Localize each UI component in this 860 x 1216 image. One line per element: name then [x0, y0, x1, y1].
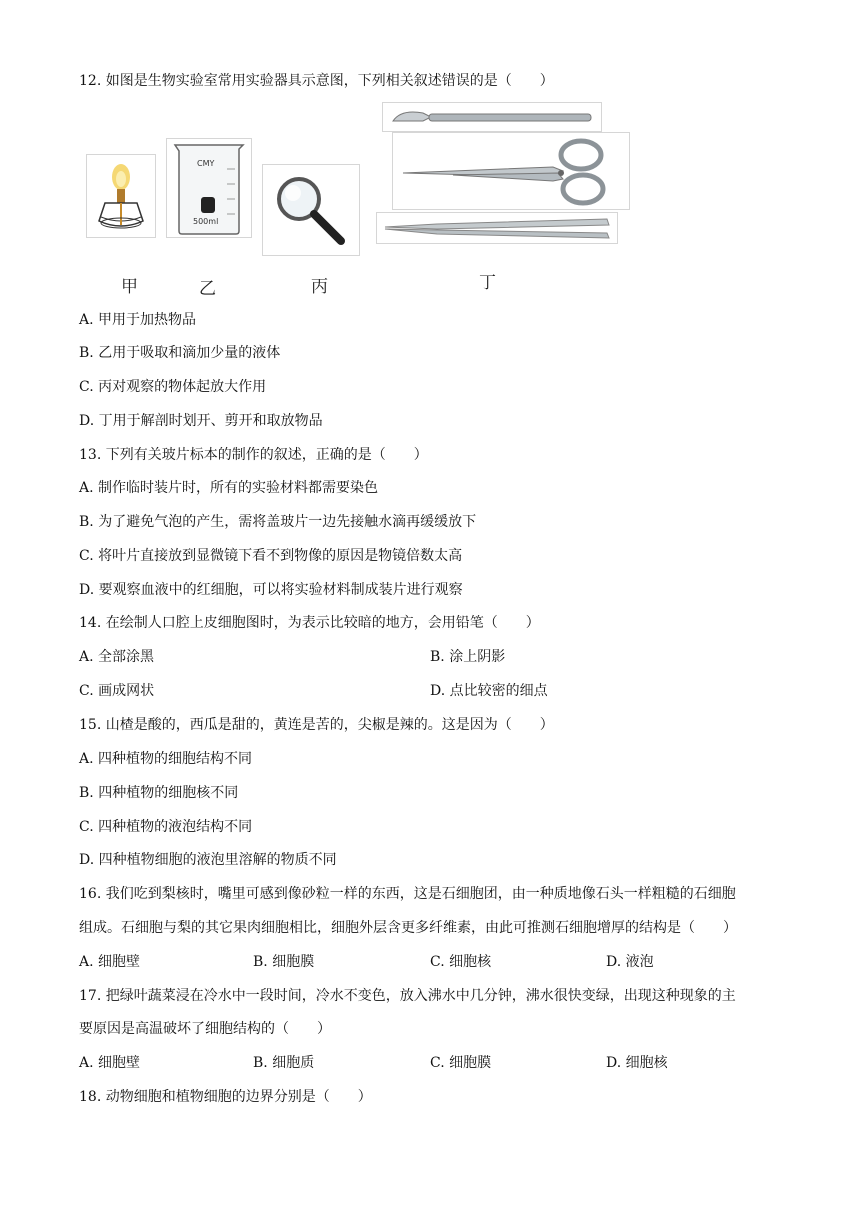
q17-option-a: A. 细胞壁 — [79, 1055, 141, 1071]
forceps-panel — [376, 212, 618, 244]
q14-option-b: B. 涂上阴影 — [430, 649, 506, 665]
q12-option-c: C. 丙对观察的物体起放大作用 — [79, 379, 267, 395]
forceps-icon — [377, 213, 617, 243]
beaker-volume: 500ml — [193, 217, 219, 226]
q13-option-b: B. 为了避免气泡的产生，需将盖玻片一边先接触水滴再缓缓放下 — [79, 514, 477, 530]
magnifier-panel — [262, 164, 360, 256]
q14-option-c: C. 画成网状 — [79, 683, 155, 699]
q16-option-a: A. 细胞壁 — [79, 954, 141, 970]
question-16-stem-line-2: 组成。石细胞与梨的其它果肉细胞相比，细胞外层含更多纤维素，由此可推测石细胞增厚的结构是（ ） — [79, 920, 737, 936]
scalpel-icon — [383, 103, 601, 131]
scissors-panel — [392, 132, 630, 210]
magnifier-icon — [263, 165, 359, 255]
q13-option-c: C. 将叶片直接放到显微镜下看不到物像的原因是物镜倍数太高 — [79, 548, 463, 564]
beaker-brand: CMY — [197, 159, 215, 168]
question-13-stem: 13. 下列有关玻片标本的制作的叙述，正确的是（ ） — [79, 447, 428, 463]
q15-option-c: C. 四种植物的液泡结构不同 — [79, 819, 253, 835]
alcohol-lamp-panel — [86, 154, 156, 238]
label-bing: 丙 — [311, 277, 328, 297]
q13-option-a: A. 制作临时装片时，所有的实验材料都需要染色 — [79, 480, 379, 496]
question-14-stem: 14. 在绘制人口腔上皮细胞图时，为表示比较暗的地方，会用铅笔（ ） — [79, 615, 540, 631]
q15-option-a: A. 四种植物的细胞结构不同 — [79, 751, 253, 767]
q17-option-d: D. 细胞核 — [606, 1055, 668, 1071]
q15-option-b: B. 四种植物的细胞核不同 — [79, 785, 239, 801]
q16-option-c: C. 细胞核 — [430, 954, 492, 970]
question-17-stem-line-2: 要原因是高温破坏了细胞结构的（ ） — [79, 1021, 331, 1037]
q13-option-d: D. 要观察血液中的红细胞，可以将实验材料制成装片进行观察 — [79, 582, 463, 598]
q17-option-c: C. 细胞膜 — [430, 1055, 492, 1071]
q16-option-d: D. 液泡 — [606, 954, 654, 970]
lab-equipment-figure — [86, 102, 631, 302]
question-12-stem: 12. 如图是生物实验室常用实验器具示意图，下列相关叙述错误的是（ ） — [79, 73, 554, 89]
q15-option-d: D. 四种植物细胞的液泡里溶解的物质不同 — [79, 852, 337, 868]
beaker-panel — [166, 138, 252, 238]
q14-option-a: A. 全部涂黑 — [79, 649, 155, 665]
q14-option-d: D. 点比较密的细点 — [430, 683, 548, 699]
label-jia: 甲 — [121, 277, 138, 297]
q12-option-b: B. 乙用于吸取和滴加少量的液体 — [79, 345, 281, 361]
scissors-icon — [393, 133, 629, 209]
q12-option-d: D. 丁用于解剖时划开、剪开和取放物品 — [79, 413, 323, 429]
q16-option-b: B. 细胞膜 — [253, 954, 315, 970]
question-16-stem-line-1: 16. 我们吃到梨核时，嘴里可感到像砂粒一样的东西，这是石细胞团，由一种质地像石头一样粗糙的石细胞 — [79, 886, 736, 902]
q17-option-b: B. 细胞质 — [253, 1055, 315, 1071]
q12-option-a: A. 甲用于加热物品 — [79, 312, 197, 328]
question-15-stem: 15. 山楂是酸的，西瓜是甜的，黄连是苦的，尖椒是辣的。这是因为（ ） — [79, 717, 554, 733]
scalpel-panel — [382, 102, 602, 132]
question-18-stem: 18. 动物细胞和植物细胞的边界分别是（ ） — [79, 1089, 372, 1105]
label-ding: 丁 — [479, 273, 496, 293]
alcohol-lamp-icon — [87, 155, 155, 237]
question-17-stem-line-1: 17. 把绿叶蔬菜浸在冷水中一段时间，冷水不变色，放入沸水中几分钟，沸水很快变绿，出现这种现象的主 — [79, 988, 736, 1004]
label-yi: 乙 — [199, 279, 216, 299]
